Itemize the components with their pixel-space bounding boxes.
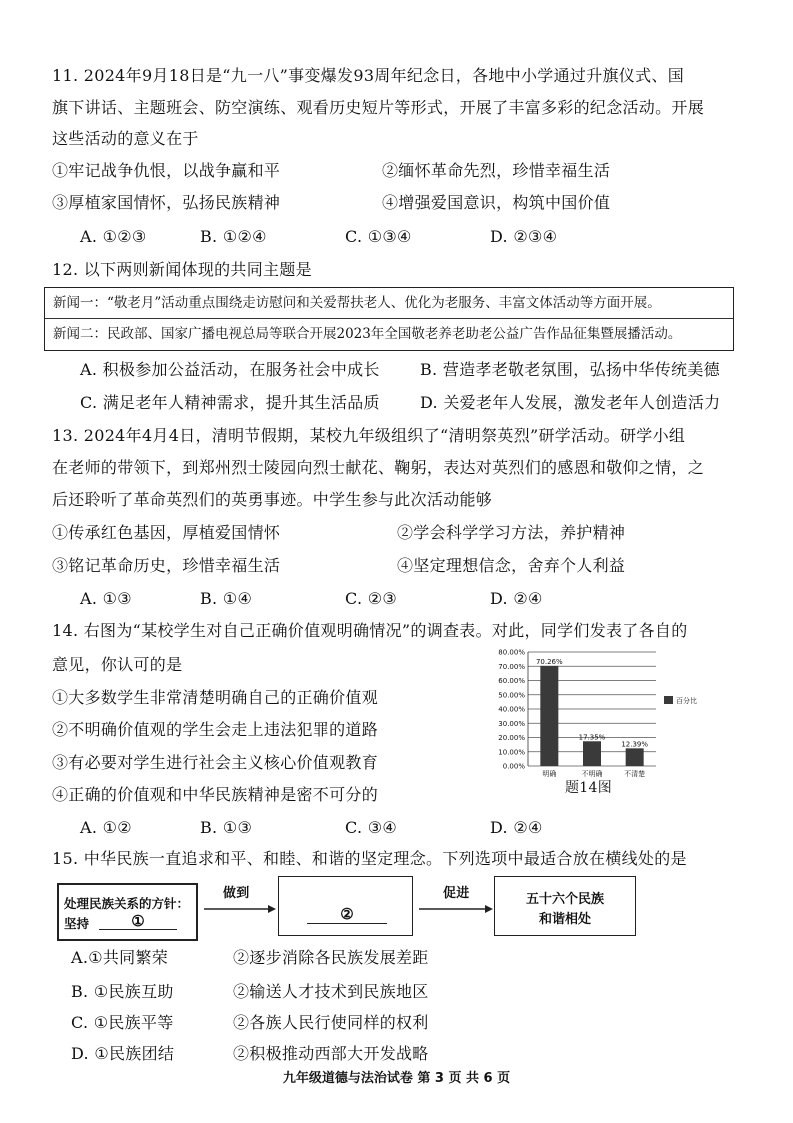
q14-choice-d: D. ②④ [490,818,543,837]
q13-option-3: ③铭记革命历史，珍惜幸福生活 [52,556,281,575]
q13-option-2: ②学会科学学习方法，养护精神 [397,523,626,542]
chart-y-tick-label: 50.00% [498,691,525,700]
q15-choice-b-1: B. ①民族互助 [71,982,174,1001]
q12-choice-c: C. 满足老年人精神需求，提升其生活品质 [80,393,380,412]
chart-x-tick-label: 不明确 [581,770,603,778]
chart-y-tick-label: 30.00% [498,719,525,728]
chart-data-label: 70.26% [535,657,563,666]
chart-y-tick-label: 20.00% [498,734,525,742]
q11-option-4: ④增强爱国意识，构筑中国价值 [382,193,611,212]
chart-bar [626,748,644,766]
q15-choice-d-2: ②积极推动西部大开发战略 [233,1044,429,1063]
q14-figure-caption: 题14图 [565,780,613,796]
q14-line1: 14. 右图为“某校学生对自己正确价值观明确情况”的调查表。对此，同学们发表了各自的 [52,621,688,640]
q15-policy-adhere: 坚持 [64,916,90,931]
q14-line2: 意见，你认可的是 [52,655,183,674]
chart-legend-swatch [664,696,673,704]
q14-option-2: ②不明确价值观的学生会走上违法犯罪的道路 [52,720,379,739]
q12-choice-b: B. 营造孝老敬老氛围，弘扬中华传统美德 [420,360,720,379]
q15-result-line2: 和谐相处 [538,912,591,927]
q11-choice-c: C. ①③④ [345,227,412,246]
q12-stem: 12. 以下两则新闻体现的共同主题是 [52,260,312,279]
chart-data-label: 17.35% [578,733,606,742]
q15-policy-label: 处理民族关系的方针： [64,896,190,911]
q15-blank-2: ② [307,905,387,924]
q11-choice-a: A. ①②③ [80,227,147,246]
q15-choice-a-2: ②逐步消除各民族发展差距 [233,948,429,967]
q15-result-box [494,876,636,936]
q13-choice-b: B. ①④ [200,589,253,608]
q15-choice-b-2: ②输送人才技术到民族地区 [233,982,429,1001]
q14-choice-b: B. ①③ [200,818,253,837]
q12-news-box [44,287,734,351]
chart-x-tick-label: 不清楚 [624,770,646,778]
q15-choice-c-1: C. ①民族平等 [71,1013,174,1032]
q15-arrow-1-label: 做到 [223,886,250,901]
chart-y-tick-label: 0.00% [502,762,525,771]
q14-option-1: ①大多数学生非常清楚明确自己的正确价值观 [52,688,379,707]
q14-option-4: ④正确的价值观和中华民族精神是密不可分的 [52,785,379,804]
q13-option-4: ④坚定理想信念，舍弃个人利益 [397,556,626,575]
chart-y-tick-label: 80.00% [498,648,525,657]
chart-data-label: 12.39% [621,740,649,749]
q15-stem: 15. 中华民族一直追求和平、和睦、和谐的坚定理念。下列选项中最适合放在横线处的是 [52,849,687,868]
q14-option-3: ③有必要对学生进行社会主义核心价值观教育 [52,753,379,772]
q15-policy-box [57,883,198,941]
q12-choice-a: A. 积极参加公益活动，在服务社会中成长 [80,360,380,379]
q13-choice-d: D. ②④ [490,589,543,608]
q13-line1: 13. 2024年4月4日，清明节假期，某校九年级组织了“清明祭英烈”研学活动。研学小组 [52,426,686,445]
q15-choice-a-1: A.①共同繁荣 [71,948,169,967]
chart-x-tick-label: 明确 [542,770,557,778]
q14-choice-c: C. ③④ [345,818,398,837]
q12-news-1: 新闻一：“敬老月”活动重点围绕走访慰问和关爱帮扶老人、优化为老服务、丰富文体活动等方面开展。 [45,288,733,319]
chart-y-tick-label: 70.00% [498,662,525,671]
q13-option-1: ①传承红色基因，厚植爱国情怀 [52,523,281,542]
q15-result-line1: 五十六个民族 [525,892,604,907]
chart-y-tick-label: 60.00% [498,677,525,685]
chart-bar [583,741,601,766]
chart-y-tick-label: 40.00% [498,705,525,714]
q11-option-2: ②缅怀革命先烈，珍惜幸福生活 [382,161,611,180]
q14-choice-a: A. ①② [80,818,132,837]
q11-line1: 11. 2024年9月18日是“九一八”事变爆发93周年纪念日，各地中小学通过升旗仪式、国 [52,66,685,85]
chart-bar [540,666,558,766]
q11-option-3: ③厚植家国情怀，弘扬民族精神 [52,193,281,212]
q13-choice-c: C. ②③ [345,589,398,608]
q11-option-1: ①牢记战争仇恨，以战争赢和平 [52,161,281,180]
q13-choice-a: A. ①③ [80,589,132,608]
q11-line3: 这些活动的意义在于 [52,129,199,148]
q15-blank-1: ① [99,912,177,930]
chart-legend-label: 百分比 [676,697,697,705]
q15-arrow-2-label: 促进 [443,886,470,901]
page-footer: 九年级道德与法治试卷 第 3 页 共 6 页 [282,1071,511,1086]
q11-choice-b: B. ①②④ [200,227,267,246]
q14-bar-chart [486,645,734,795]
q12-news-2: 新闻二：民政部、国家广播电视总局等联合开展2023年全国敬老养老助老公益广告作品征集暨展播活动。 [53,326,682,342]
q15-middle-box [278,876,413,936]
q15-choice-c-2: ②各族人民行使同样的权利 [233,1013,429,1032]
q13-line3: 后还聆听了革命英烈们的英勇事迹。中学生参与此次活动能够 [52,490,493,509]
q11-line2: 旗下讲话、主题班会、防空演练、观看历史短片等形式，开展了丰富多彩的纪念活动。开展 [52,98,705,117]
chart-y-tick-label: 10.00% [498,748,525,757]
q11-choice-d: D. ②③④ [490,227,558,246]
q15-choice-d-1: D. ①民族团结 [71,1044,175,1063]
q13-line2: 在老师的带领下，到郑州烈士陵园向烈士献花、鞠躬，表达对英烈们的感恩和敬仰之情，之 [52,458,705,477]
q12-choice-d: D. 关爱老年人发展，激发老年人创造活力 [420,393,721,412]
